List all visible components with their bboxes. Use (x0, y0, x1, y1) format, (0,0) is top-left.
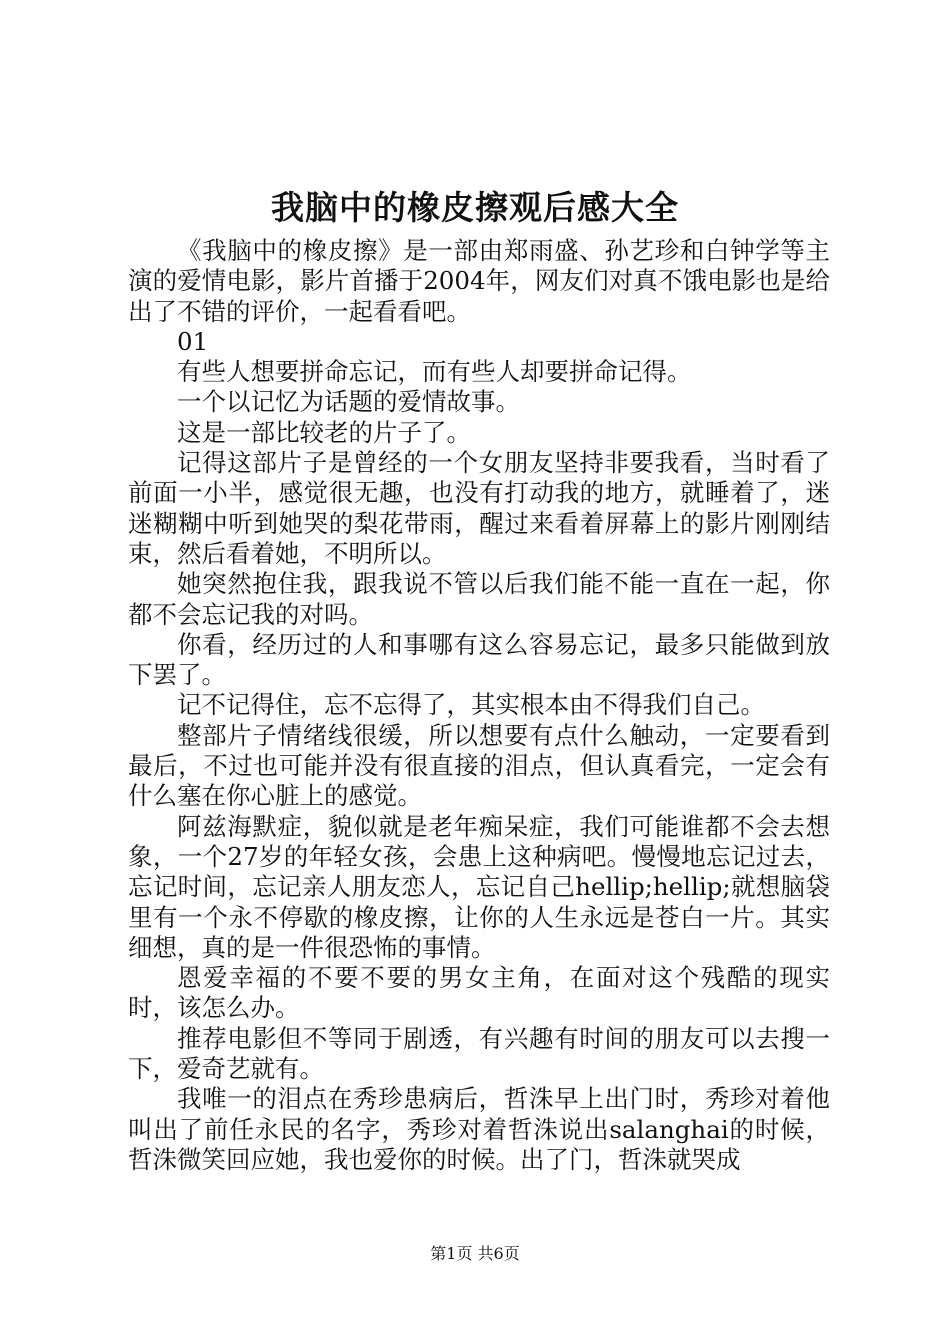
paragraph: 我唯一的泪点在秀珍患病后，哲洙早上出门时，秀珍对着他叫出了前任永民的名字，秀珍对着哲洙说出salanghai的时候，哲洙微笑回应她，我也爱你的时候。出了门，哲洙就哭成 (128, 1084, 830, 1174)
paragraph: 恩爱幸福的不要不要的男女主角，在面对这个残酷的现实时，该怎么办。 (128, 963, 830, 1023)
paragraph: 推荐电影但不等同于剧透，有兴趣有时间的朋友可以去搜一下，爱奇艺就有。 (128, 1023, 830, 1084)
paragraph: 有些人想要拼命忘记，而有些人却要拼命记得。 (177, 357, 692, 387)
paragraph: 你看，经历过的人和事哪有这么容易忘记，最多只能做到放下罢了。 (128, 629, 830, 690)
paragraph: 《我脑中的橡皮擦》是一部由郑雨盛、孙艺珍和白钟学等主演的爱情电影，影片首播于2004年，网友们对真不饿电影也是给出了不错的评价，一起看看吧。 (128, 236, 830, 326)
paragraph: 01 (177, 326, 209, 356)
document-body (128, 236, 830, 1175)
paragraph: 记不记得住，忘不忘得了，其实根本由不得我们自己。 (177, 690, 765, 720)
page-number-footer: 第1页 共6页 (430, 1244, 520, 1263)
paragraph: 一个以记忆为话题的爱情故事。 (177, 387, 520, 417)
paragraph: 阿兹海默症，貌似就是老年痴呆症，我们可能谁都不会去想象，一个27岁的年轻女孩，会患上这种病吧。慢慢地忘记过去，忘记时间，忘记亲人朋友恋人，忘记自己hellip;hellip;就想脑袋里有一个永不停歇的橡皮擦，让你的人生永远是苍白一片。其实细想，真的是一件很恐怖的事情。 (128, 811, 830, 962)
document-title: 我脑中的橡皮擦观后感大全 (271, 188, 679, 227)
paragraph: 记得这部片子是曾经的一个女朋友坚持非要我看，当时看了前面一小半，感觉很无趣，也没有打动我的地方，就睡着了，迷迷糊糊中听到她哭的梨花带雨，醒过来看着屏幕上的影片刚刚结束，然后看着她，不明所以。 (128, 448, 830, 568)
paragraph: 整部片子情绪线很缓，所以想要有点什么触动，一定要看到最后，不过也可能并没有很直接的泪点，但认真看完，一定会有什么塞在你心脏上的感觉。 (128, 720, 830, 811)
paragraph: 这是一部比较老的片子了。 (177, 417, 471, 447)
paragraph: 她突然抱住我，跟我说不管以后我们能不能一直在一起，你都不会忘记我的对吗。 (128, 569, 830, 629)
